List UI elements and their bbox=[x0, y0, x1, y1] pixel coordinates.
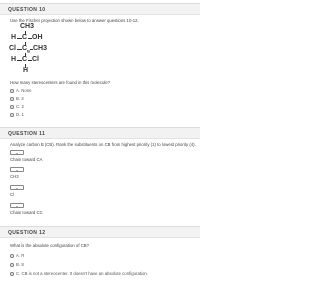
rank-select-1[interactable] bbox=[10, 150, 24, 155]
chevron-down-icon: ⌄ bbox=[15, 166, 19, 172]
question-11-header: QUESTION 11 bbox=[0, 127, 200, 139]
q12-instruction: What is the absolute configuration of CB? bbox=[10, 243, 90, 248]
rank-select-2[interactable] bbox=[10, 167, 24, 172]
radio-button[interactable] bbox=[10, 97, 14, 101]
q12-option-a[interactable]: A. R bbox=[10, 253, 24, 258]
rank-label-1: Chain toward CA bbox=[10, 157, 43, 162]
rank-label-3: Cl bbox=[10, 192, 15, 197]
rank-select-3[interactable] bbox=[10, 185, 24, 190]
q10-question: How many stereocenters are found in this molecule? bbox=[10, 80, 111, 85]
question-10-header: QUESTION 10 bbox=[0, 3, 200, 15]
fischer-r1-center: C bbox=[22, 34, 28, 41]
radio-button[interactable] bbox=[10, 105, 14, 109]
fischer-r3-right: Cl bbox=[32, 56, 39, 63]
fischer-bottom: H bbox=[23, 67, 29, 74]
rank-label-2: CH3 bbox=[10, 174, 19, 179]
fischer-r2-right: CH3 bbox=[33, 45, 48, 52]
q10-instruction: Use the Fischer projection shown below to answer questions 10-12. bbox=[10, 18, 139, 23]
radio-button[interactable] bbox=[10, 263, 14, 267]
fischer-r1-right: OH bbox=[32, 34, 43, 41]
chevron-down-icon: ⌄ bbox=[15, 184, 19, 190]
q10-option-c[interactable]: C. 2 bbox=[10, 104, 24, 109]
chevron-down-icon: ⌄ bbox=[15, 202, 19, 208]
radio-button[interactable] bbox=[10, 254, 14, 258]
rank-label-4: Chain toward CC bbox=[10, 210, 43, 215]
fischer-r3-center: C bbox=[22, 56, 28, 63]
radio-button[interactable] bbox=[10, 272, 14, 276]
question-12-header: QUESTION 12 bbox=[0, 226, 200, 238]
radio-button[interactable] bbox=[10, 113, 14, 117]
chevron-down-icon: ⌄ bbox=[15, 149, 19, 155]
fischer-r2-left: Cl bbox=[9, 45, 16, 52]
q10-option-b[interactable]: B. 3 bbox=[10, 96, 24, 101]
fischer-r3-left: H bbox=[11, 56, 17, 63]
q10-option-d[interactable]: D. 1 bbox=[10, 112, 24, 117]
fischer-r1-left: H bbox=[11, 34, 17, 41]
fischer-top: CH3 bbox=[20, 23, 35, 30]
q12-option-c[interactable]: C. CB is not a stereocenter. It doesn't have an absolute configuration. bbox=[10, 271, 148, 276]
q12-option-b[interactable]: B. S bbox=[10, 262, 24, 267]
q11-instruction: Analyze carbon B (CB). Rank the substituents on CB from highest priority (1) to lowest priority (4). bbox=[10, 142, 196, 147]
q10-option-a[interactable]: A. None bbox=[10, 88, 32, 93]
rank-select-4[interactable] bbox=[10, 203, 24, 208]
radio-button[interactable] bbox=[10, 89, 14, 93]
fischer-r2-center: $C_B$ bbox=[22, 45, 30, 54]
